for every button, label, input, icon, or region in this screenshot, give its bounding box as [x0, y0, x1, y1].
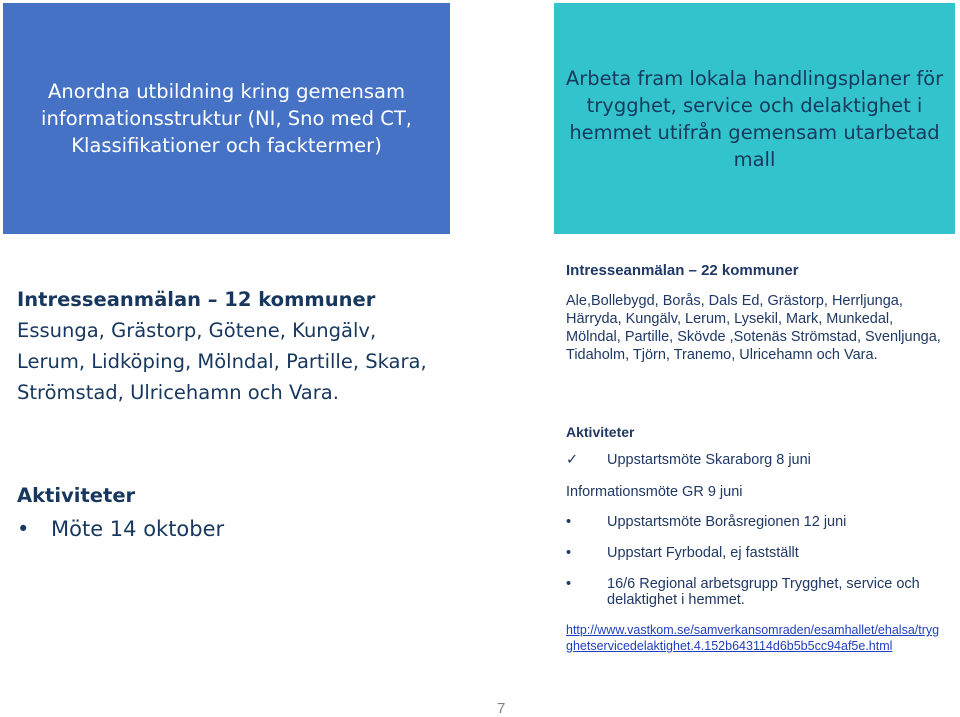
right-activity-text: Uppstartsmöte Skaraborg 8 juni	[607, 452, 811, 468]
left-activities-title: Aktiviteter	[17, 484, 136, 507]
right-activity-text: Uppstartsmöte Boråsregionen 12 juni	[607, 514, 847, 530]
checkmark-icon: ✓	[566, 452, 579, 468]
right-activity-text: 16/6 Regional arbetsgrupp Trygghet, service och delaktighet i hemmet.	[607, 576, 920, 608]
left-activity-text: Möte 14 oktober	[51, 517, 225, 541]
top-right-box	[554, 3, 955, 234]
right-heading: Intresseanmälan – 22 kommuner	[566, 262, 799, 279]
top-right-box-text: Arbeta fram lokala handlingsplaner för trygghet, service och delaktighet i hemmet utifrån gemensam utarbetad mall	[565, 66, 944, 171]
bullet-icon: •	[17, 517, 30, 541]
left-heading: Intresseanmälan – 12 kommuner	[17, 288, 376, 311]
top-left-box-text: Anordna utbildning kring gemensam informationsstruktur (NI, Sno med CT, Klassifikationer och facktermer)	[41, 80, 412, 157]
right-activity-text: Informationsmöte GR 9 juni	[566, 484, 743, 500]
left-municipalities: Essunga, Grästorp, Götene, Kungälv, Lerum, Lidköping, Mölndal, Partille, Skara, Strömstad, Ulricehamn och Vara.	[17, 319, 427, 404]
top-left-box	[3, 3, 450, 234]
info-link[interactable]: http://www.vastkom.se/samverkansomraden/esamhallet/ehalsa/trygghetservicedelaktighet.4.152b643114d6b5b5cc94af5e.html	[566, 623, 940, 653]
right-activities-title: Aktiviteter	[566, 424, 635, 440]
right-municipalities: Ale,Bollebygd, Borås, Dals Ed, Grästorp, Herrljunga, Härryda, Kungälv, Lerum, Lysekil, Mark, Munkedal, Mölndal, Partille, Skövde ,Sotenäs Strömstad, Svenljunga, Tidaholm, Tjörn, Tranemo, Ulricehamn och Vara.	[566, 293, 941, 363]
right-activity-text: Uppstart Fyrbodal, ej fastställt	[607, 545, 799, 561]
bullet-icon: •	[566, 514, 572, 530]
bullet-icon: •	[566, 576, 572, 592]
page-number: 7	[497, 700, 506, 717]
left-section	[17, 284, 437, 408]
bullet-icon: •	[566, 545, 572, 561]
